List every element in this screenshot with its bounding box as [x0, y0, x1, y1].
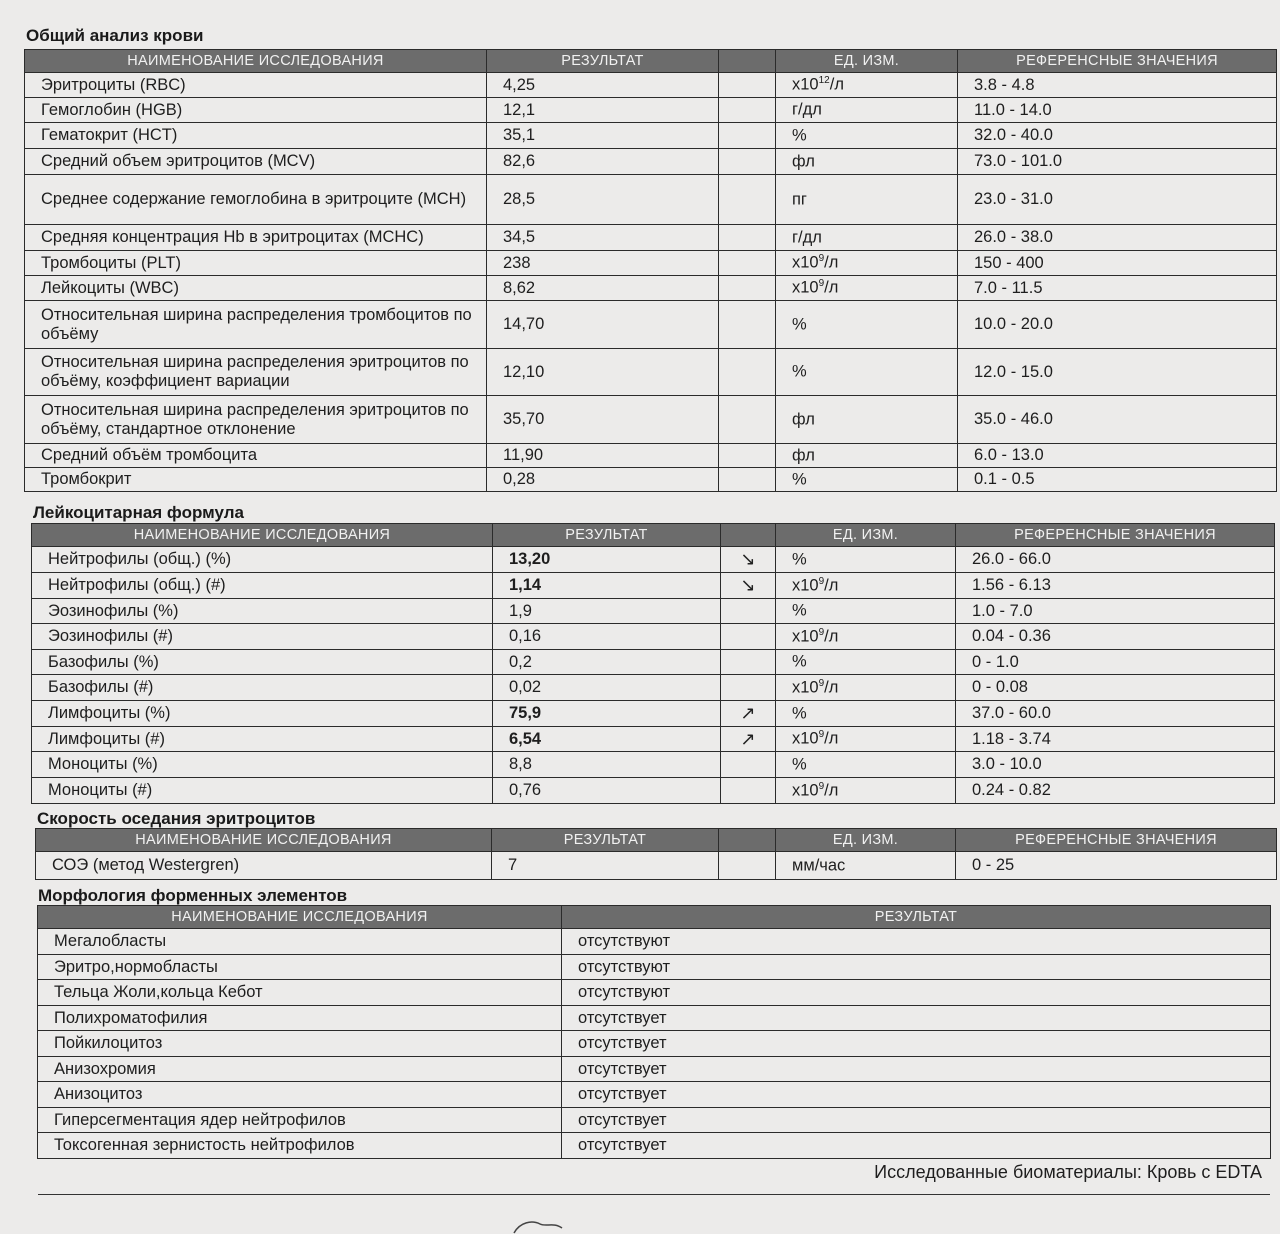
unit-base: %	[792, 550, 807, 569]
morph-header-row	[38, 906, 1271, 929]
test-result: 0,76	[493, 778, 721, 804]
unit-base: %	[792, 755, 807, 774]
test-name: Относительная ширина распределения тромбоцитов по объёму	[25, 301, 487, 349]
test-result: 7	[492, 852, 719, 880]
unit-base: фл	[792, 152, 815, 171]
reference-range: 35.0 - 46.0	[958, 396, 1277, 444]
reference-range: 3.0 - 10.0	[956, 752, 1275, 778]
test-name: Базофилы (#)	[32, 675, 493, 701]
flag-cell	[719, 852, 776, 880]
table-row	[32, 573, 1275, 599]
table-row	[32, 727, 1275, 752]
test-unit	[776, 225, 958, 251]
table-row	[36, 852, 1277, 880]
test-result: отсутствуют	[562, 955, 1271, 980]
test-name: Гемоглобин (HGB)	[25, 98, 487, 123]
table-row	[38, 1082, 1271, 1108]
test-result: 12,10	[487, 349, 719, 396]
table-row	[32, 752, 1275, 778]
unit-tail: /л	[824, 253, 839, 272]
test-unit	[776, 175, 958, 225]
test-result: отсутствует	[562, 1082, 1271, 1108]
flag-cell	[719, 175, 776, 225]
reference-range: 73.0 - 101.0	[958, 149, 1277, 175]
col-header-unit: ЕД. ИЗМ.	[776, 829, 956, 852]
test-name: Анизоцитоз	[38, 1082, 562, 1108]
unit-base: x10	[792, 253, 819, 272]
unit-base: фл	[792, 410, 815, 429]
test-name: Гематокрит (HCT)	[25, 123, 487, 149]
test-name: Тромбоциты (PLT)	[25, 251, 487, 276]
test-name: Тромбокрит	[25, 468, 487, 492]
table-row	[25, 396, 1277, 444]
test-result: отсутствует	[562, 1133, 1271, 1159]
table-row	[25, 98, 1277, 123]
col-header-ref: РЕФЕРЕНСНЫЕ ЗНАЧЕНИЯ	[958, 50, 1277, 73]
unit-base: x10	[792, 781, 819, 800]
table-row	[25, 175, 1277, 225]
test-result: 0,2	[493, 650, 721, 675]
col-header-result: РЕЗУЛЬТАТ	[562, 906, 1271, 929]
unit-exponent: 9	[818, 729, 825, 741]
test-name: Нейтрофилы (общ.) (%)	[32, 547, 493, 573]
test-name: Средняя концентрация Hb в эритроцитах (MCHC)	[25, 225, 487, 251]
unit-base: %	[792, 315, 807, 334]
flag-cell	[719, 349, 776, 396]
test-unit	[776, 149, 958, 175]
table-row	[25, 123, 1277, 149]
biomaterial-note: Исследованные биоматериалы: Кровь с EDTA	[874, 1162, 1262, 1182]
flag-cell	[721, 624, 776, 650]
flag-cell	[721, 778, 776, 804]
arrow-up-icon: ↗	[721, 701, 776, 727]
reference-range: 26.0 - 38.0	[958, 225, 1277, 251]
test-result: 35,1	[487, 123, 719, 149]
flag-cell	[719, 301, 776, 349]
reference-range: 1.18 - 3.74	[956, 727, 1275, 752]
footer-divider	[38, 1194, 1270, 1195]
arrow-down-icon: ↘	[721, 547, 776, 573]
unit-base: пг	[792, 190, 807, 209]
test-result: отсутствуют	[562, 980, 1271, 1006]
diff-table	[31, 523, 1275, 804]
test-result: отсутствует	[562, 1031, 1271, 1057]
esr-section-title: Скорость оседания эритроцитов	[37, 809, 316, 828]
test-unit	[776, 727, 956, 752]
table-row	[25, 276, 1277, 301]
cbc-table	[24, 49, 1277, 492]
test-name: Лимфоциты (#)	[32, 727, 493, 752]
test-name: Анизохромия	[38, 1057, 562, 1082]
unit-tail: /л	[824, 576, 839, 595]
unit-base: x10	[792, 729, 819, 748]
col-header-flag	[721, 524, 776, 547]
test-result: отсутствует	[562, 1057, 1271, 1082]
unit-exponent: 9	[818, 780, 825, 792]
col-header-result: РЕЗУЛЬТАТ	[493, 524, 721, 547]
table-row	[38, 955, 1271, 980]
unit-base: %	[792, 362, 807, 381]
table-row	[25, 301, 1277, 349]
test-name: Моноциты (#)	[32, 778, 493, 804]
test-unit	[776, 650, 956, 675]
flag-cell	[721, 752, 776, 778]
table-row	[32, 701, 1275, 727]
unit-base: x10	[792, 678, 819, 697]
flag-cell	[719, 225, 776, 251]
test-name: Базофилы (%)	[32, 650, 493, 675]
test-unit	[776, 599, 956, 624]
test-unit	[776, 547, 956, 573]
test-result: 1,14	[493, 573, 721, 599]
table-row	[32, 624, 1275, 650]
test-result: 28,5	[487, 175, 719, 225]
test-result: 6,54	[493, 727, 721, 752]
unit-exponent: 9	[818, 253, 825, 265]
arrow-up-icon: ↗	[721, 727, 776, 752]
table-row	[32, 547, 1275, 573]
table-row	[25, 149, 1277, 175]
test-name: Эозинофилы (%)	[32, 599, 493, 624]
col-header-name: НАИМЕНОВАНИЕ ИССЛЕДОВАНИЯ	[32, 524, 493, 547]
test-unit	[776, 675, 956, 701]
unit-base: %	[792, 704, 807, 723]
flag-cell	[719, 396, 776, 444]
unit-tail: /л	[824, 678, 839, 697]
diff-section-title: Лейкоцитарная формула	[33, 503, 244, 522]
test-unit	[776, 852, 956, 880]
test-result: 12,1	[487, 98, 719, 123]
flag-cell	[719, 73, 776, 98]
table-row	[32, 778, 1275, 804]
unit-base: x10	[792, 627, 819, 646]
test-name: Нейтрофилы (общ.) (#)	[32, 573, 493, 599]
test-name: Средний объём тромбоцита	[25, 444, 487, 468]
reference-range: 150 - 400	[958, 251, 1277, 276]
test-unit	[776, 468, 958, 492]
test-result: 238	[487, 251, 719, 276]
test-result: отсутствует	[562, 1006, 1271, 1031]
table-row	[25, 444, 1277, 468]
unit-base: г/дл	[792, 100, 822, 119]
test-result: отсутствует	[562, 1108, 1271, 1133]
flag-cell	[721, 599, 776, 624]
test-name: Эритро,нормобласты	[38, 955, 562, 980]
test-result: 13,20	[493, 547, 721, 573]
test-unit	[776, 573, 956, 599]
test-unit	[776, 123, 958, 149]
test-name: Среднее содержание гемоглобина в эритроците (MCH)	[25, 175, 487, 225]
test-result: отсутствуют	[562, 929, 1271, 955]
col-header-result: РЕЗУЛЬТАТ	[487, 50, 719, 73]
test-result: 1,9	[493, 599, 721, 624]
esr-header-row	[36, 829, 1277, 852]
reference-range: 0.1 - 0.5	[958, 468, 1277, 492]
table-row	[25, 225, 1277, 251]
test-result: 8,62	[487, 276, 719, 301]
test-name: Полихроматофилия	[38, 1006, 562, 1031]
reference-range: 6.0 - 13.0	[958, 444, 1277, 468]
table-row	[25, 349, 1277, 396]
test-unit	[776, 301, 958, 349]
unit-tail: /л	[829, 75, 844, 94]
test-name: Мегалобласты	[38, 929, 562, 955]
reference-range: 1.56 - 6.13	[956, 573, 1275, 599]
reference-range: 3.8 - 4.8	[958, 73, 1277, 98]
col-header-unit: ЕД. ИЗМ.	[776, 524, 956, 547]
diff-header-row	[32, 524, 1275, 547]
cbc-header-row	[25, 50, 1277, 73]
col-header-flag	[719, 829, 776, 852]
reference-range: 26.0 - 66.0	[956, 547, 1275, 573]
flag-cell	[719, 276, 776, 301]
reference-range: 32.0 - 40.0	[958, 123, 1277, 149]
reference-range: 0 - 1.0	[956, 650, 1275, 675]
test-unit	[776, 778, 956, 804]
test-unit	[776, 396, 958, 444]
unit-base: г/дл	[792, 228, 822, 247]
flag-cell	[719, 98, 776, 123]
test-result: 4,25	[487, 73, 719, 98]
table-row	[38, 1031, 1271, 1057]
table-row	[25, 73, 1277, 98]
reference-range: 0 - 25	[956, 852, 1277, 880]
unit-base: x10	[792, 278, 819, 297]
col-header-name: НАИМЕНОВАНИЕ ИССЛЕДОВАНИЯ	[25, 50, 487, 73]
test-name: Эритроциты (RBC)	[25, 73, 487, 98]
reference-range: 37.0 - 60.0	[956, 701, 1275, 727]
test-result: 75,9	[493, 701, 721, 727]
test-unit	[776, 251, 958, 276]
test-unit	[776, 98, 958, 123]
flag-cell	[721, 675, 776, 701]
test-name: Тельца Жоли,кольца Кебот	[38, 980, 562, 1006]
reference-range: 0.24 - 0.82	[956, 778, 1275, 804]
morph-table	[37, 905, 1271, 1159]
table-row	[38, 1057, 1271, 1082]
test-unit	[776, 73, 958, 98]
test-result: 0,16	[493, 624, 721, 650]
test-name: Относительная ширина распределения эритроцитов по объёму, стандартное отклонение	[25, 396, 487, 444]
col-header-flag	[719, 50, 776, 73]
test-name: Лейкоциты (WBC)	[25, 276, 487, 301]
flag-cell	[719, 149, 776, 175]
table-row	[38, 1133, 1271, 1159]
unit-exponent: 9	[818, 626, 825, 638]
test-name: Лимфоциты (%)	[32, 701, 493, 727]
col-header-name: НАИМЕНОВАНИЕ ИССЛЕДОВАНИЯ	[36, 829, 492, 852]
reference-range: 11.0 - 14.0	[958, 98, 1277, 123]
flag-cell	[719, 468, 776, 492]
unit-base: %	[792, 601, 807, 620]
unit-exponent: 12	[818, 75, 830, 87]
test-result: 0,28	[487, 468, 719, 492]
test-result: 82,6	[487, 149, 719, 175]
morph-section-title: Морфология форменных элементов	[38, 886, 348, 905]
unit-exponent: 9	[818, 278, 825, 290]
col-header-result: РЕЗУЛЬТАТ	[492, 829, 719, 852]
col-header-ref: РЕФЕРЕНСНЫЕ ЗНАЧЕНИЯ	[956, 829, 1277, 852]
test-unit	[776, 349, 958, 396]
test-result: 35,70	[487, 396, 719, 444]
unit-tail: /л	[824, 729, 839, 748]
table-row	[32, 675, 1275, 701]
test-name: Токсогенная зернистость нейтрофилов	[38, 1133, 562, 1159]
test-name: СОЭ (метод Westergren)	[36, 852, 492, 880]
test-unit	[776, 624, 956, 650]
unit-tail: /л	[824, 278, 839, 297]
test-result: 8,8	[493, 752, 721, 778]
table-row	[38, 1108, 1271, 1133]
flag-cell	[719, 123, 776, 149]
test-unit	[776, 444, 958, 468]
unit-base: %	[792, 470, 807, 489]
unit-base: %	[792, 652, 807, 671]
test-name: Эозинофилы (#)	[32, 624, 493, 650]
flag-cell	[719, 251, 776, 276]
signature-mark	[510, 1218, 570, 1234]
test-name: Гиперсегментация ядер нейтрофилов	[38, 1108, 562, 1133]
test-result: 14,70	[487, 301, 719, 349]
unit-base: %	[792, 126, 807, 145]
cbc-section-title: Общий анализ крови	[26, 26, 204, 45]
unit-exponent: 9	[818, 575, 825, 587]
table-row	[38, 929, 1271, 955]
esr-table	[35, 828, 1277, 880]
col-header-ref: РЕФЕРЕНСНЫЕ ЗНАЧЕНИЯ	[956, 524, 1275, 547]
test-result: 11,90	[487, 444, 719, 468]
unit-base: фл	[792, 446, 815, 465]
test-result: 34,5	[487, 225, 719, 251]
reference-range: 12.0 - 15.0	[958, 349, 1277, 396]
test-name: Относительная ширина распределения эритроцитов по объёму, коэффициент вариации	[25, 349, 487, 396]
flag-cell	[719, 444, 776, 468]
table-row	[32, 599, 1275, 624]
table-row	[25, 251, 1277, 276]
unit-exponent: 9	[818, 677, 825, 689]
reference-range: 10.0 - 20.0	[958, 301, 1277, 349]
test-unit	[776, 752, 956, 778]
reference-range: 23.0 - 31.0	[958, 175, 1277, 225]
flag-cell	[721, 650, 776, 675]
unit-base: x10	[792, 75, 819, 94]
col-header-unit: ЕД. ИЗМ.	[776, 50, 958, 73]
table-row	[32, 650, 1275, 675]
table-row	[25, 468, 1277, 492]
test-name: Пойкилоцитоз	[38, 1031, 562, 1057]
reference-range: 7.0 - 11.5	[958, 276, 1277, 301]
reference-range: 1.0 - 7.0	[956, 599, 1275, 624]
reference-range: 0 - 0.08	[956, 675, 1275, 701]
test-name: Моноциты (%)	[32, 752, 493, 778]
reference-range: 0.04 - 0.36	[956, 624, 1275, 650]
test-unit	[776, 701, 956, 727]
unit-tail: /л	[824, 627, 839, 646]
test-unit	[776, 276, 958, 301]
unit-base: мм/час	[792, 856, 846, 875]
table-row	[38, 980, 1271, 1006]
table-row	[38, 1006, 1271, 1031]
unit-tail: /л	[824, 781, 839, 800]
arrow-down-icon: ↘	[721, 573, 776, 599]
test-result: 0,02	[493, 675, 721, 701]
col-header-name: НАИМЕНОВАНИЕ ИССЛЕДОВАНИЯ	[38, 906, 562, 929]
unit-base: x10	[792, 576, 819, 595]
test-name: Средний объем эритроцитов (MCV)	[25, 149, 487, 175]
